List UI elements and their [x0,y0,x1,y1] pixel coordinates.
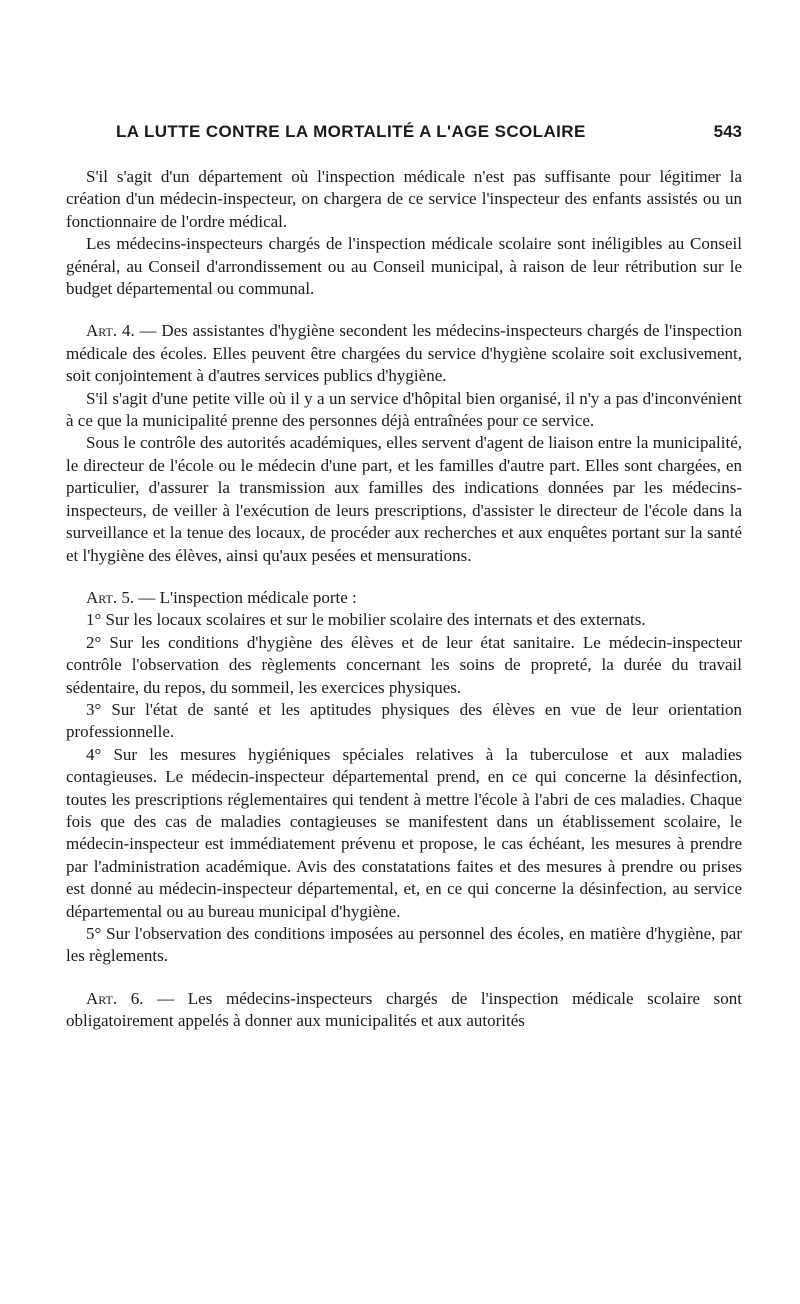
list-item [66,699,742,744]
list-item [66,632,742,699]
paragraph [66,233,742,300]
paragraph-text: Les médecins-inspecteurs chargés de l'inspection médicale scolaire sont inéligibles au Conseil général, au Conseil d'arrondissement ou au Conseil municipal, à raison de leur rétribution sur le budget départemental ou communal. [66,234,742,299]
paragraph-text: 2° Sur les conditions d'hygiène des élèves et de leur état sanitaire. Le médecin-inspecteur contrôle l'observation des règlements concernant les soins de propreté, la durée du travail sédentaire, du repos, du sommeil, les exercices physiques. [66,632,742,697]
page-header [116,122,742,146]
paragraph-text: 4° Sur les mesures hygiéniques spéciales relatives à la tuberculose et aux maladies contagieuses. Le médecin-inspecteur départemental prend, en ce qui concerne la désinfection, toutes les prescriptions réglementaires qui tendent à mettre l'école à l'abri de ces maladies. Chaque fois que des cas de maladies contagieuses se manifestent dans un établissement scolaire, le médecin-inspecteur est immédiatement prévenu et propose, le cas échéant, les mesures à prendre par l'administration académique. Avis des constatations faites et des mesures à prendre ou prises est donné au médecin-inspecteur départemental, et, en ce qui concerne la désinfection, au service départemental ou au bureau municipal d'hygiène. [66,744,742,921]
paragraph-text: S'il s'agit d'une petite ville où il y a un service d'hôpital bien organisé, il n'y a pas d'inconvénient à ce que la municipalité prenne des personnes déjà entraînées pour ce service. [66,388,742,431]
paragraph-text: 3° Sur l'état de santé et les aptitudes physiques des élèves en vue de leur orientation professionnelle. [66,699,742,742]
article-label: Art. 4. [86,321,135,341]
paragraph-text: — Des assistantes d'hygiène secondent les médecins-inspecteurs chargés de l'inspection médicale des écoles. Elles peuvent être chargées du service d'hygiène scolaire soit exclusivement, soit conjointement à d'autres services publics d'hygiène. [66,321,743,386]
paragraph [66,432,742,566]
paragraph-text: — Les médecins-inspecteurs chargés de l'inspection médicale scolaire sont obligatoirement appelés à donner aux municipalités et aux autorités [66,988,742,1031]
article-6-paragraph [66,988,742,1033]
list-item [66,609,742,631]
list-item [66,744,742,923]
paragraph [66,388,742,433]
article-4-paragraph [66,320,742,387]
paragraph-text: Sous le contrôle des autorités académiques, elles servent d'agent de liaison entre la municipalité, le directeur de l'école ou le médecin d'une part, et les familles d'autre part. Elles sont chargées, en particulier, d'assurer la transmission aux familles des indications données par les médecins-inspecteurs, de veiller à l'exécution de leurs prescriptions, d'assister le directeur de l'école dans la surveillance et la tenue des locaux, de procéder aux recherches et aux enquêtes portant sur la santé et l'hygiène des élèves, ainsi qu'aux pesées et mensurations. [66,433,742,565]
paragraph-text: 1° Sur les locaux scolaires et sur le mobilier scolaire des internats et des externats. [86,610,646,630]
paragraph-text: S'il s'agit d'un département où l'inspection médicale n'est pas suffisante pour légitimer la création d'un médecin-inspecteur, on chargera de ce service l'inspecteur des enfants assistés ou un fonctionnaire de l'ordre médical. [66,167,742,231]
paragraph-text: 5° Sur l'observation des conditions imposées au personnel des écoles, en matière d'hygiène, par les règlements. [66,924,742,966]
paragraph [66,166,742,233]
running-title: LA LUTTE CONTRE LA MORTALITÉ A L'AGE SCOLAIRE [116,122,586,141]
page-body [66,166,742,1033]
article-label: Art. 5. [86,587,135,607]
list-item [66,923,742,968]
paragraph-text: — L'inspection médicale porte : [134,587,357,607]
page-number: 543 [713,122,742,141]
article-label: Art. 6. [86,988,144,1008]
article-5-paragraph [66,587,742,609]
